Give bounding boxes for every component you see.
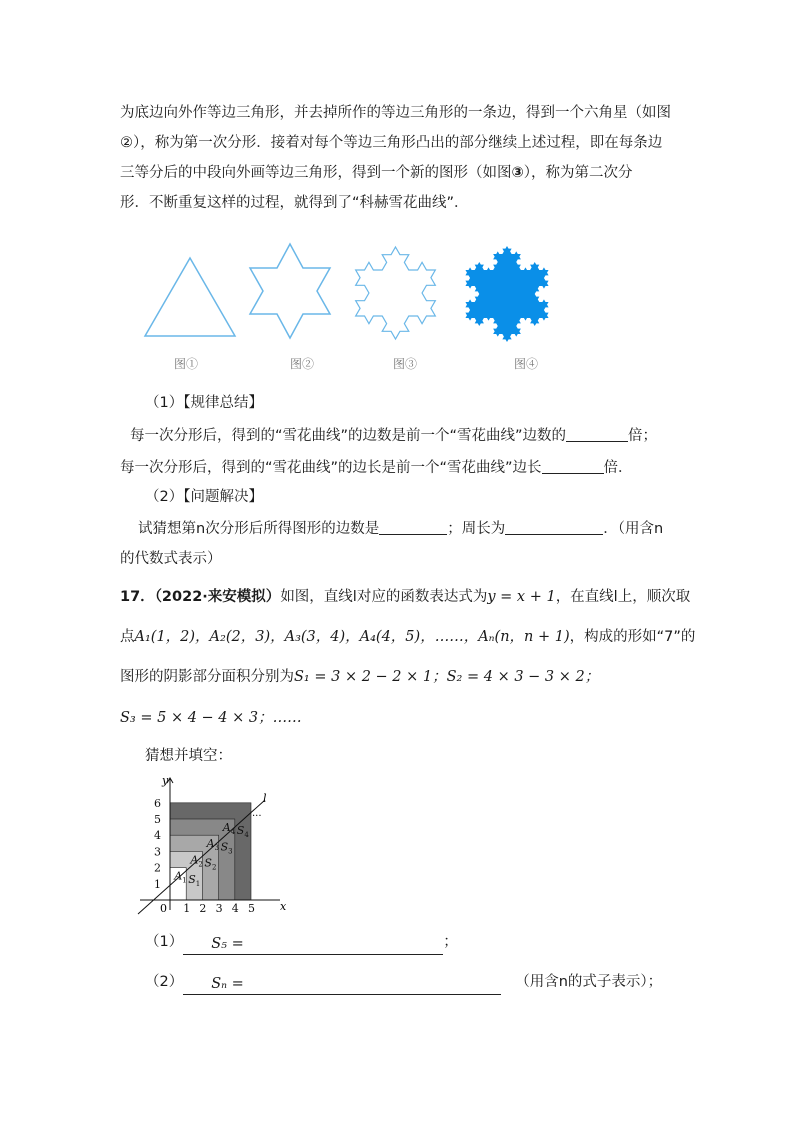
x-tick-label: 4 [231, 902, 239, 915]
y-tick-label: 4 [154, 829, 161, 843]
figure-3-caption: 图③ [393, 357, 418, 371]
figure-2-star [245, 238, 335, 343]
region-label-s4: $S_4$ [236, 824, 249, 840]
answer-blank[interactable] [379, 518, 447, 535]
line-label: l [263, 792, 267, 805]
y-tick-label: 6 [154, 796, 161, 810]
figure-3-koch-2 [348, 238, 443, 343]
point-label-a2: $A_2$ [190, 853, 203, 869]
staircase-graph [130, 770, 300, 920]
x-tick-label: 5 [248, 902, 255, 915]
y-tick-label: 1 [154, 877, 161, 891]
origin-label: 0 [160, 902, 167, 915]
figure-4-koch-filled [457, 236, 557, 346]
circled-3: ③ [511, 165, 524, 181]
q17-line-1: 17．（2022·来安模拟）如图，直线l对应的函数表达式为y = x + 1，在直线l上，顺次取 [120, 589, 691, 605]
point-label-a4: $A_4$ [222, 821, 236, 836]
region-label-s2: $S_2$ [204, 856, 217, 872]
answer-blank[interactable] [505, 518, 603, 535]
point-label-a3: $A_3$ [206, 837, 220, 853]
part2-question-2: 的代数式表示） [120, 551, 222, 567]
intro-line-3: 三等分后的中段向外画等边三角形，得到一个新的图形（如图③），称为第二次分 [120, 165, 633, 181]
figure-4-caption: 图④ [514, 357, 539, 371]
point-label-a1: $A_1$ [174, 869, 187, 885]
answer-1: （1） S₅ = ； [145, 932, 458, 955]
answer-2: （2） Sₙ = （用含n的式子表示）； [145, 972, 662, 995]
part1-question-2: 每一次分形后，得到的“雪花曲线”的边长是前一个“雪花曲线”边长 倍． [120, 457, 633, 478]
q17-line-3: 图形的阴影部分面积分别为S₁ = 3 × 2 − 2 × 1；S₂ = 4 × 3 − 3 × 2； [120, 669, 600, 685]
region-label-s3: $S_3$ [220, 840, 233, 856]
part2-heading: （2）【问题解决】 [145, 489, 263, 505]
figure-1-triangle [140, 252, 240, 342]
y-axis-label: y [162, 774, 169, 787]
q17-prompt: 猜想并填空： [145, 748, 232, 764]
answer-blank[interactable] [566, 425, 628, 442]
x-tick-label: 3 [215, 902, 223, 915]
y-tick-label: 5 [154, 813, 161, 826]
x-tick-label: 1 [183, 902, 191, 915]
q17-line-4: S₃ = 5 × 4 − 4 × 3；…… [120, 710, 302, 726]
part1-question-1: 每一次分形后，得到的“雪花曲线”的边数是前一个“雪花曲线”边数的 倍； [130, 425, 657, 446]
intro-line-1: 为底边向外作等边三角形，并去掉所作的等边三角形的一条边，得到一个六角星（如图 [120, 105, 671, 121]
intro-line-4: 形．不断重复这样的过程，就得到了“科赫雪花曲线”． [120, 195, 469, 211]
answer-blank-s5[interactable]: S₅ = [183, 934, 443, 955]
answer-blank-sn[interactable]: Sₙ = [183, 974, 501, 995]
intro-line-2: ②），称为第一次分形．接着对每个等边三角形凸出的部分继续上述过程，即在每条边 [120, 135, 663, 151]
region-label-s1: $S_1$ [188, 872, 201, 888]
ellipsis: ... [252, 808, 262, 819]
q17-line-2: 点A₁(1，2)，A₂(2，3)，A₃(3，4)，A₄(4，5)，……，Aₙ(n，n + 1)，构成的形如“7”的 [120, 629, 696, 645]
x-axis-label: x [280, 900, 287, 913]
part1-heading: （1）【规律总结】 [145, 395, 263, 411]
x-tick-label: 2 [199, 902, 207, 915]
figure-1-caption: 图① [174, 357, 199, 371]
answer-blank[interactable] [542, 457, 604, 474]
y-tick-label: 3 [154, 845, 161, 859]
part2-question-1: 试猜想第n次分形后所得图形的边数是 ；周长为 ．（用含n [138, 518, 663, 539]
figure-2-caption: 图② [290, 357, 315, 371]
y-tick-label: 2 [154, 861, 161, 875]
